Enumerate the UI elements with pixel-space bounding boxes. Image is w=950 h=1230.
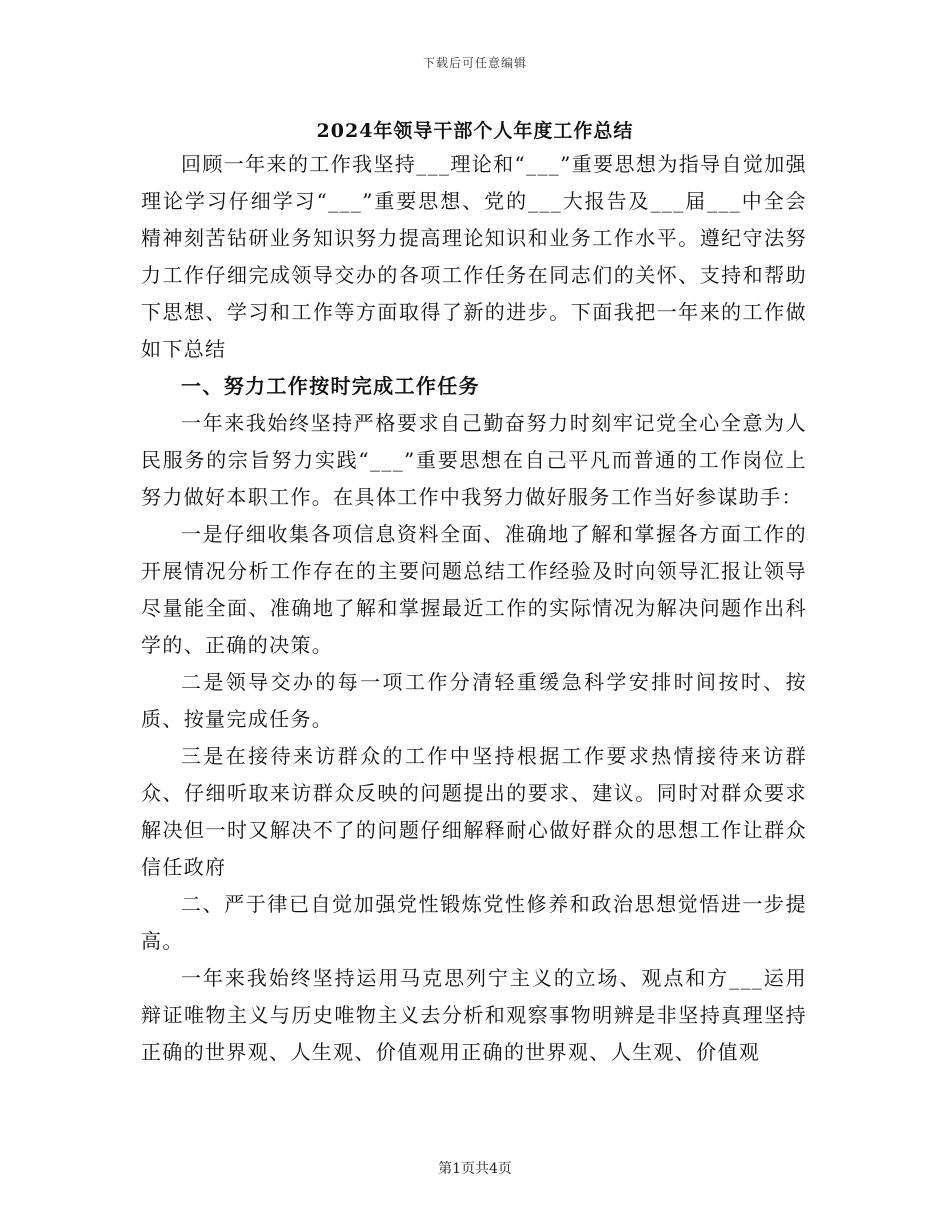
document-body [141, 146, 807, 1071]
body-paragraph: 一年来我始终坚持运用马克思列宁主义的立场、观点和方___运用辩证唯物主义与历史唯物主义去分析和观察事物明辨是非坚持真理坚持正确的世界观、人生观、价值观用正确的世界观、人生观、价值观 [141, 966, 807, 1064]
section-heading-2: 二、严于律已自觉加强党性锻炼党性修养和政治思想觉悟进一步提高。 [141, 892, 807, 953]
body-paragraph: 一年来我始终坚持严格要求自己勤奋努力时刻牢记党全心全意为人民服务的宗旨努力实践“___”重要思想在自己平凡而普通的工作岗位上努力做好本职工作。在具体工作中我努力做好服务工作当好参谋助手： [141, 411, 807, 509]
header-note: 下载后可任意编辑 [422, 56, 527, 70]
section-heading-1: 一、努力工作按时完成工作任务 [181, 374, 480, 398]
intro-paragraph: 回顾一年来的工作我坚持___理论和“___”重要思想为指导自觉加强理论学习仔细学习“___”重要思想、党的___大报告及___届___中全会精神刻苦钻研业务知识努力提高理论知识和业务工作水平。遵纪守法努力工作仔细完成领导交办的各项工作任务在同志们的关怀、支持和帮助下思想、学习和工作等方面取得了新的进步。下面我把一年来的工作做如下总结 [141, 152, 807, 361]
body-paragraph: 三是在接待来访群众的工作中坚持根据工作要求热情接待来访群众、仔细听取来访群众反映的问题提出的要求、建议。同时对群众要求解决但一时又解决不了的问题仔细解释耐心做好群众的思想工作让群众信任政府 [141, 744, 807, 879]
body-paragraph: 二是领导交办的每一项工作分清轻重缓急科学安排时间按时、按质、按量完成任务。 [141, 670, 807, 731]
page-number: 第1页共4页 [438, 1161, 512, 1177]
body-paragraph: 一是仔细收集各项信息资料全面、准确地了解和掌握各方面工作的开展情况分析工作存在的主要问题总结工作经验及时向领导汇报让领导尽量能全面、准确地了解和掌握最近工作的实际情况为解决问题作出科学的、正确的决策。 [141, 522, 807, 657]
document-title: 2024年领导干部个人年度工作总结 [316, 120, 634, 142]
